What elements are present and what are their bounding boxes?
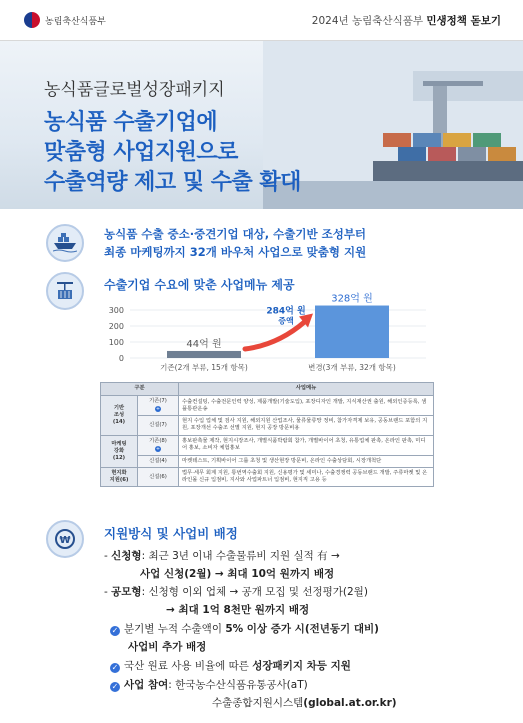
section1-line-2: 최종 마케팅까지 32개 바우처 사업으로 맞춤형 지원 (104, 245, 367, 259)
port-containers-illustration (263, 41, 523, 209)
table-menu-cell: 홍보판촉물 제작, 현지시장조사, 개별식품박람회 참가, 개별바이어 초청, 유통업체 판촉, 온라인 판촉, 미디어 홍보, 소비자 체험홍보 (179, 435, 434, 455)
hero-title-line-1: 농식품 수출기업에 (44, 110, 218, 135)
x-tick-label: 변경(3개 부류, 32개 항목) (308, 363, 396, 372)
header-caption-prefix: 2024년 농림축산식품부 (311, 15, 427, 27)
header-caption-bold: 민생정책 돋보기 (426, 15, 501, 27)
plus-icon: + (155, 406, 161, 413)
annotation-label: 증액 (278, 316, 294, 326)
table-sub-cell: 신설(4) (138, 455, 179, 467)
category-label: 마케팅 (111, 440, 127, 447)
bullet-participation-line2 (212, 695, 397, 710)
apply-type-detail: 사업 신청(2월) → 최대 10억 원까지 배정 (140, 568, 335, 580)
sub-label: 기존(7) (149, 398, 167, 404)
category-label: (14) (112, 418, 126, 425)
hero-title-line-3: 수출역량 제고 및 수출 확대 (44, 170, 301, 195)
bar (167, 351, 241, 358)
business-menu-table (100, 382, 434, 487)
table-category-cell (101, 467, 138, 486)
table-row (101, 396, 434, 416)
bullet-quarterly-line2: 사업비 추가 배정 (128, 641, 207, 653)
svg-text:₩: ₩ (59, 535, 71, 546)
category-label: 기반 (113, 404, 125, 411)
table-row (101, 416, 434, 435)
bar (315, 306, 389, 358)
y-tick-label: 300 (108, 306, 124, 315)
category-label: (12) (112, 454, 126, 461)
dash: - (104, 586, 112, 598)
table-sub-cell (138, 435, 179, 455)
crane-container-icon (46, 272, 84, 310)
category-label: 지원(6) (109, 477, 129, 484)
table-menu-cell: 마켓테스트, 기획바이어 그룹 초청 및 생산현장 방문비, 온라인 수출상담회, 시장개척단 (179, 455, 434, 467)
dash: - (104, 550, 112, 562)
table-sub-cell: 신설(6) (138, 467, 179, 486)
contest-type-text: : 신청형 이외 업체 → 공개 모집 및 선정평가(2월) (141, 586, 368, 598)
y-tick-label: 100 (108, 338, 124, 347)
table-row (101, 467, 434, 486)
category-label: 현지화 (111, 469, 127, 476)
section1-line-1: 농식품 수출 중소·중견기업 대상, 수출기반 조성부터 (104, 227, 367, 241)
table-sub-cell: 신설(7) (138, 416, 179, 435)
section2-title: 수출기업 수요에 맞춘 사업메뉴 제공 (104, 278, 295, 292)
contest-type-line (104, 584, 368, 599)
table-category-cell (101, 396, 138, 436)
y-tick-label: 200 (108, 322, 124, 331)
bar-value-label: 44억 원 (186, 338, 222, 350)
category-label: 조성 (113, 411, 125, 418)
table-header-category: 구분 (101, 383, 179, 396)
table-menu-cell: 수출컨설팅, 수출전문인력 양성, 제품개발(기술도입), 포장디자인 개발, 지식재산권 출원, 해외인증등록, 샘플통관운송 (179, 396, 434, 416)
bullet-participation-text: : 한국농수산식품유통공사(aT) (168, 679, 308, 691)
org-logo (24, 12, 106, 28)
table-menu-cell: 현지 수입 업체 및 검사 지원, 해외지원 산업조사, 물류물류망 정비, 참가자격제 보유, 공동브랜드 포함의 지원, 포장개선 수출조 선별 지원, 현지 공장 방문비용 (179, 416, 434, 435)
org-name: 농림축산식품부 (45, 16, 106, 27)
table-row (101, 435, 434, 455)
bullet-quarterly-bold: 5% 이상 증가 시(전년동기 대비) (225, 623, 379, 635)
y-tick-label: 0 (118, 354, 124, 363)
table-menu-cell: 법무·세무 회계 지원, 통번역수출회 지원, 신용평가 및 세미나, 수출경쟁력 공동브랜드 개발, 주류마켓 및 온라인몰 신규 입점비, 지사와 사업파트너 입점비, 현지직 고용 등 (179, 467, 434, 486)
table-sub-cell (138, 396, 179, 416)
section3-title: 지원방식 및 사업비 배정 (104, 526, 238, 541)
table-category-cell (101, 435, 138, 467)
increase-arrow (245, 322, 305, 349)
bullet-participation (110, 677, 308, 692)
taegeuk-icon (24, 12, 40, 28)
system-name: 수출종합지원시스템 (212, 697, 304, 709)
apply-type-label: 신청형 (111, 550, 142, 562)
table-row (101, 455, 434, 467)
sub-label: 기존(8) (149, 437, 167, 444)
bullet-quarterly (110, 621, 379, 636)
cargo-ship-icon (46, 224, 84, 262)
hero-banner (0, 41, 523, 209)
won-coin-icon (46, 520, 84, 558)
bullet-domestic-pre: 국산 원료 사용 비율에 따른 (124, 660, 253, 672)
check-icon: ✓ (111, 626, 119, 635)
contest-type-label: 공모형 (111, 586, 142, 598)
bullet-participation-label: 사업 참여 (124, 679, 169, 691)
x-tick-label: 기존(2개 부류, 15개 항목) (160, 363, 248, 372)
top-bar (0, 0, 523, 41)
bullet-domestic-bold: 성장패키지 차등 지원 (252, 660, 351, 672)
apply-type-line (104, 548, 340, 563)
hero-subtitle: 농식품글로벌성장패키지 (44, 80, 225, 100)
bullet-quarterly-pre: 분기별 누적 수출액이 (124, 623, 226, 635)
apply-type-text: : 최근 3년 이내 수출물류비 지원 실적 有 → (141, 550, 340, 562)
budget-bar-chart (96, 292, 436, 380)
table-header-menu: 사업메뉴 (179, 383, 434, 396)
system-url: (global.at.or.kr) (303, 697, 397, 709)
hero-title-line-2: 맞춤형 사업지원으로 (44, 140, 238, 165)
annotation-amount: 284억 원 (266, 306, 306, 317)
contest-type-detail: → 최대 1억 8천만 원까지 배정 (166, 604, 310, 616)
check-icon: ✓ (111, 682, 119, 691)
plus-icon: + (155, 445, 161, 452)
check-icon: ✓ (111, 663, 119, 672)
bullet-domestic (110, 658, 351, 673)
table-header-row (101, 383, 434, 396)
bar-value-label: 328억 원 (331, 293, 373, 305)
header-caption (312, 13, 501, 28)
category-label: 강화 (113, 447, 125, 454)
